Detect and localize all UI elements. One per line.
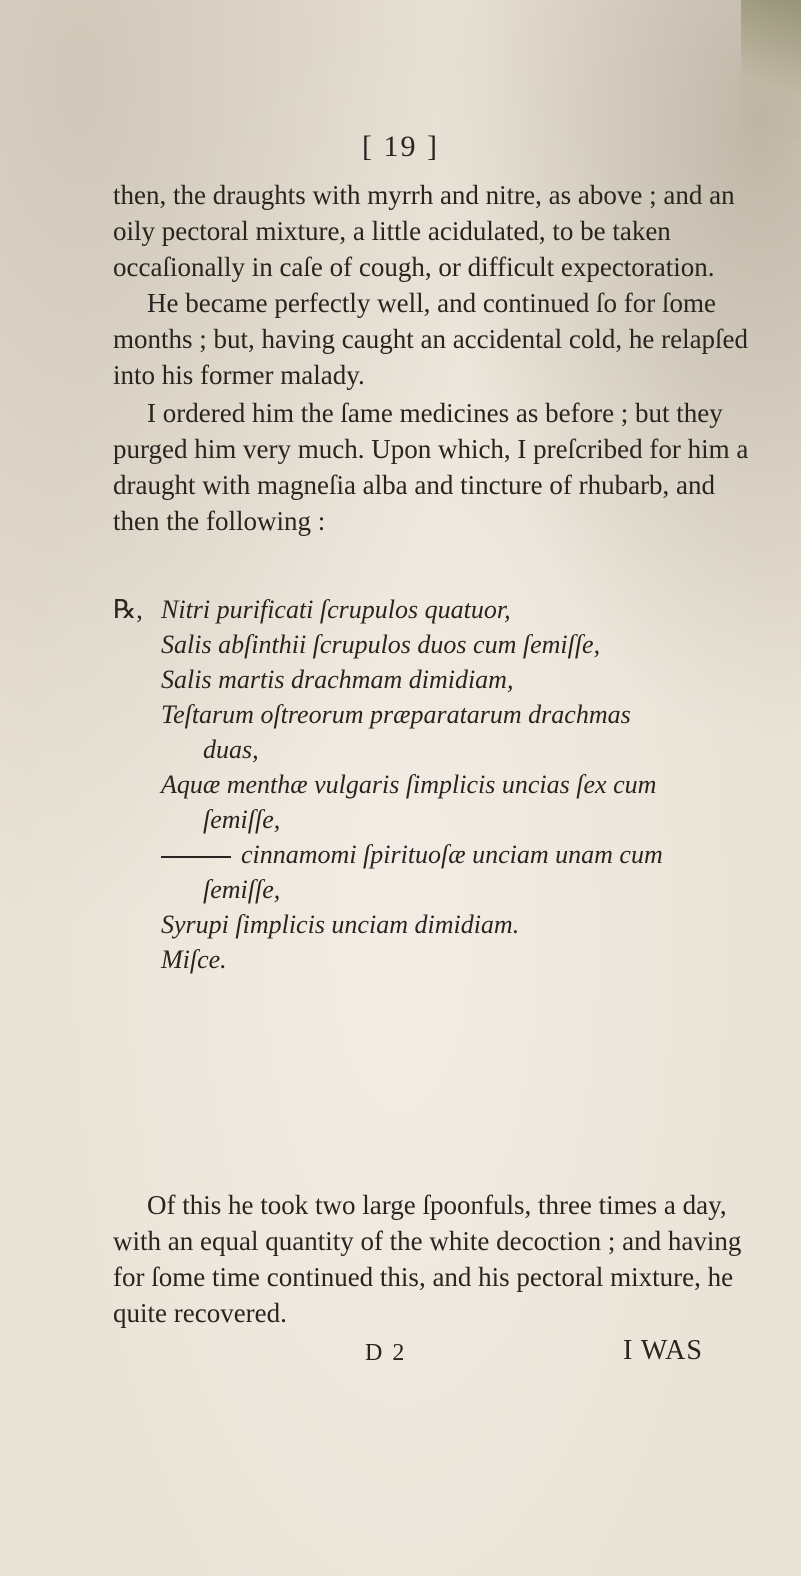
rx-line-9: ſemiſſe, <box>203 875 281 904</box>
rx-line-7: ſemiſſe, <box>203 805 281 834</box>
signature-mark: D 2 <box>365 1340 407 1366</box>
rx-line-5: duas, <box>203 735 259 764</box>
page-stain <box>741 0 801 140</box>
rx-line-4: Teſtarum oſtreorum præparatarum drachmas <box>161 700 631 729</box>
rx-line-8: cinnamomi ſpirituoſæ unciam unam cum <box>241 840 663 869</box>
rx-line-2: Salis abſinthii ſcrupulos duos cum ſemiſſe, <box>161 630 601 659</box>
paragraph-3: I ordered him the ſame medicines as before ; but they purged him very much. Upon which, I preſcribed for him a draught with magneſia alba and tincture of rhubarb, and then the following : <box>113 398 749 536</box>
rx-line-6: Aquæ menthæ vulgaris ſimplicis uncias ſex cum <box>161 770 657 799</box>
rx-line-3: Salis martis drachmam dimidiam, <box>161 665 514 694</box>
prescription <box>113 592 773 977</box>
closing-paragraph: Of this he took two large ſpoonfuls, three times a day, with an equal quantity of the white decoction ; and having for ſome time continued this, and his pectoral mixture, he quite recovered. <box>113 1190 742 1328</box>
paragraph-1: then, the draughts with myrrh and nitre, as above ; and an oily pectoral mixture, a little acidulated, to be taken occaſionally in caſe of cough, or difficult expectoration. <box>113 180 735 282</box>
ditto-dash <box>161 856 231 858</box>
page-number: [ 19 ] <box>362 130 439 163</box>
catchword: I WAS <box>623 1335 703 1366</box>
rx-line-1: Nitri purificati ſcrupulos quatuor, <box>161 595 511 624</box>
rx-line-11: Miſce. <box>161 945 227 974</box>
recipe-symbol: ℞, <box>113 595 143 624</box>
rx-line-10: Syrupi ſimplicis unciam dimidiam. <box>161 910 520 939</box>
paragraph-2: He became perfectly well, and continued ſo for ſome months ; but, having caught an accidental cold, he relapſed into his former malady. <box>113 288 749 390</box>
